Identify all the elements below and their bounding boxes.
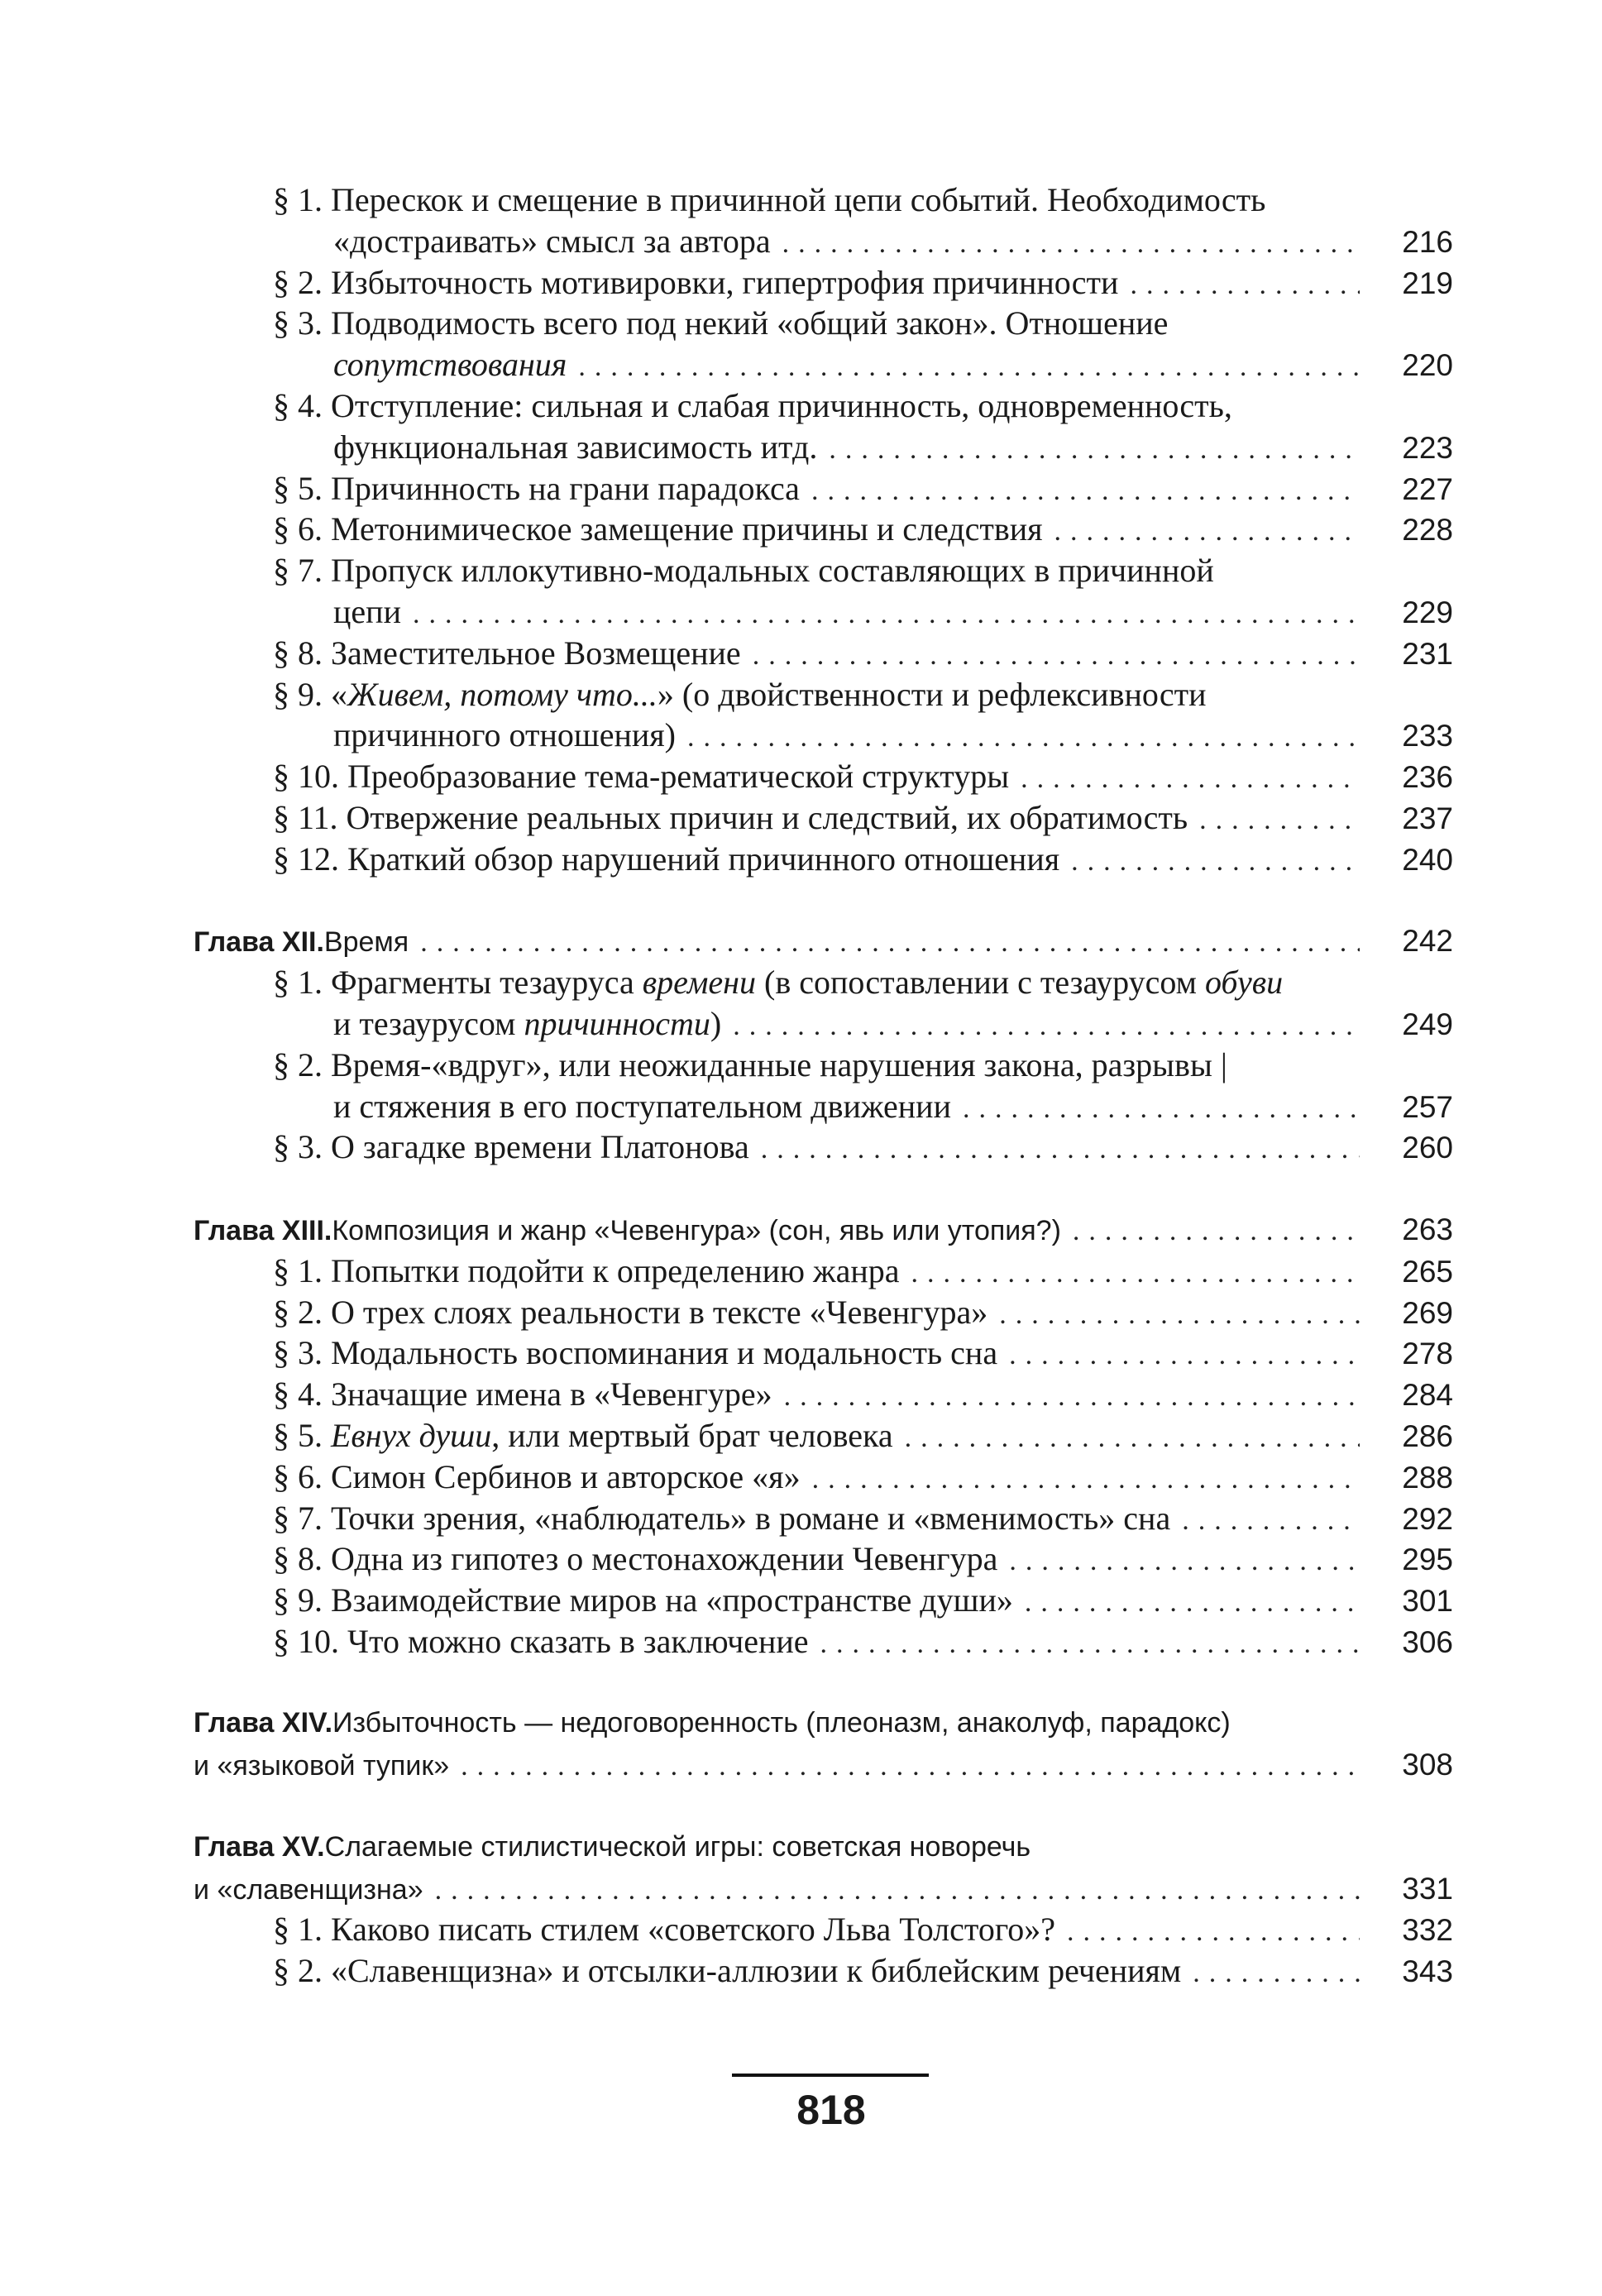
section-number: § 4. xyxy=(273,386,323,424)
section-number: § 9. xyxy=(273,675,323,713)
section-title xyxy=(333,344,567,385)
leader-dots xyxy=(1054,511,1360,552)
leader-dots xyxy=(1067,1911,1360,1953)
section-entry-line[interactable] xyxy=(194,1457,1453,1498)
section-title xyxy=(273,1374,772,1415)
page-ref[interactable]: 332 xyxy=(1402,1913,1453,1948)
section-number: § 11. xyxy=(273,798,338,836)
section-title xyxy=(273,1498,1170,1539)
section-number: § 8. xyxy=(273,1540,323,1578)
text-segment: цепи xyxy=(333,592,401,630)
section-title xyxy=(333,1086,951,1127)
italic-text: Евнух души xyxy=(331,1416,492,1454)
section-number: § 10. xyxy=(273,1622,339,1660)
page-ref[interactable]: 265 xyxy=(1402,1254,1453,1289)
section-entry-line[interactable] xyxy=(194,1374,1453,1415)
text-segment: Отвержение реальных причин и следствий, их обратимость xyxy=(346,798,1188,836)
section-entry-line[interactable] xyxy=(194,550,1453,591)
section-entry-line[interactable] xyxy=(194,1251,1453,1292)
chapter-label: Глава XIII. xyxy=(194,1214,332,1246)
section-title xyxy=(273,1538,997,1580)
section-title xyxy=(333,427,817,468)
page-ref[interactable]: 233 xyxy=(1402,719,1453,753)
page-number: 818 xyxy=(796,2087,866,2133)
section-number: § 12. xyxy=(273,839,339,878)
leader-dots xyxy=(1071,841,1360,883)
page-ref[interactable]: 278 xyxy=(1402,1337,1453,1371)
text-segment: и тезаурусом xyxy=(333,1004,524,1042)
section-number: § 5. xyxy=(273,1416,323,1454)
chapter-entry-line[interactable] xyxy=(194,921,1453,962)
toc-group xyxy=(194,921,1453,1168)
section-number: § 6. xyxy=(273,510,323,548)
section-entry-line[interactable] xyxy=(194,633,1453,674)
page-ref[interactable]: 292 xyxy=(1402,1501,1453,1536)
text-segment: Преобразование тема-рематической структуры xyxy=(347,758,1010,796)
page-ref[interactable]: 306 xyxy=(1402,1624,1453,1659)
toc-group xyxy=(194,1209,1453,1662)
chapter-title: Слагаемые стилистической игры: советская новоречь xyxy=(324,1830,1031,1863)
section-gap xyxy=(194,880,1453,921)
page-ref[interactable]: 331 xyxy=(1402,1871,1453,1906)
section-entry-line[interactable] xyxy=(194,221,1453,262)
section-title xyxy=(333,715,676,756)
italic-text: времени xyxy=(642,964,757,1002)
leader-dots xyxy=(420,922,1360,964)
section-entry-line[interactable] xyxy=(194,1538,1453,1580)
section-number: § 1. xyxy=(273,964,323,1002)
leader-dots xyxy=(820,1624,1360,1665)
text-segment: Значащие имена в «Чевенгуре» xyxy=(331,1375,772,1413)
text-segment: Заместительное Возмещение xyxy=(331,634,741,672)
section-number: § 7. xyxy=(273,552,323,590)
page-ref[interactable]: 249 xyxy=(1402,1007,1453,1041)
text-segment: причинного отношения) xyxy=(333,716,677,754)
section-gap xyxy=(194,1168,1453,1209)
text-segment: (в сопоставлении с тезаурусом xyxy=(756,964,1205,1002)
section-number: § 4. xyxy=(273,1375,323,1413)
section-entry-line[interactable] xyxy=(194,756,1453,797)
leader-dots xyxy=(733,1006,1360,1047)
section-number: § 1. xyxy=(273,181,323,218)
section-title xyxy=(273,1621,809,1662)
text-segment: О трех слоях реальности в тексте «Чевенгура» xyxy=(331,1293,988,1331)
chapter-entry-line[interactable] xyxy=(194,1827,1453,1868)
leader-dots xyxy=(963,1088,1360,1130)
chapter-title: и «славенщизна» xyxy=(194,1873,423,1906)
text-segment: Метонимическое замещение причины и следствия xyxy=(331,510,1043,548)
section-number: § 1. xyxy=(273,1911,323,1949)
text-segment: и стяжения в его поступательном движении xyxy=(333,1087,951,1125)
section-title xyxy=(333,1003,721,1045)
section-title xyxy=(273,756,1009,797)
toc-group xyxy=(194,1703,1453,1786)
text-segment: Краткий обзор нарушений причинного отношения xyxy=(347,839,1060,878)
section-title xyxy=(273,1457,801,1498)
text-segment: Фрагменты тезауруса xyxy=(331,964,643,1002)
page-ref[interactable]: 237 xyxy=(1402,801,1453,835)
text-segment: Избыточность мотивировки, гипертрофия причинности xyxy=(331,263,1119,301)
section-entry-line[interactable] xyxy=(194,1415,1453,1457)
section-title xyxy=(273,509,1043,550)
section-title xyxy=(273,1580,1013,1621)
section-title xyxy=(273,550,1214,591)
section-title xyxy=(273,962,1283,1003)
leader-dots xyxy=(812,1459,1360,1500)
section-entry-line[interactable] xyxy=(194,962,1453,1003)
leader-dots xyxy=(1009,1541,1360,1582)
leader-dots xyxy=(1130,265,1360,306)
section-title xyxy=(273,468,800,509)
section-entry-line[interactable] xyxy=(194,1332,1453,1374)
section-title xyxy=(273,839,1059,880)
section-number: § 10. xyxy=(273,758,339,796)
section-entry-line[interactable] xyxy=(194,797,1453,839)
section-entry-line[interactable] xyxy=(194,1909,1453,1950)
leader-dots xyxy=(435,1870,1360,1911)
text-segment: Причинность на грани парадокса xyxy=(331,469,800,507)
section-title xyxy=(273,1909,1055,1950)
text-segment: Что можно сказать в заключение xyxy=(347,1622,809,1660)
chapter-entry-line[interactable] xyxy=(194,1703,1453,1744)
section-entry-line[interactable] xyxy=(194,1003,1453,1045)
leader-dots xyxy=(999,1294,1360,1336)
chapter-label: Глава XII. xyxy=(194,926,324,959)
section-number: § 6. xyxy=(273,1457,323,1495)
leader-dots xyxy=(829,429,1360,471)
section-title xyxy=(273,1292,988,1333)
section-entry-line[interactable] xyxy=(194,1292,1453,1333)
leader-dots xyxy=(1193,1953,1360,1994)
text-segment: «достраивать» смысл за автора xyxy=(333,222,771,260)
section-title xyxy=(273,797,1188,839)
chapter-label: Глава XV. xyxy=(194,1830,325,1863)
leader-dots xyxy=(413,594,1360,635)
section-title xyxy=(273,1045,1227,1086)
section-title xyxy=(333,221,771,262)
text-segment: ) xyxy=(710,1004,722,1042)
chapter-entry-line[interactable] xyxy=(194,1868,1453,1910)
leader-dots xyxy=(578,347,1360,388)
section-title xyxy=(273,674,1207,715)
section-entry-line[interactable] xyxy=(194,262,1453,304)
section-entry-line[interactable] xyxy=(194,344,1453,385)
section-entry-line[interactable] xyxy=(194,1580,1453,1621)
chapter-label: Глава XIV. xyxy=(194,1707,333,1739)
leader-dots xyxy=(1025,1582,1360,1624)
chapter-title: Избыточность — недоговоренность (плеоназм, анаколуф, парадокс) xyxy=(332,1707,1231,1739)
leader-dots xyxy=(905,1418,1360,1459)
page-ref[interactable]: 236 xyxy=(1402,760,1453,795)
leader-dots xyxy=(1009,1335,1360,1376)
text-segment: , или мертвый брат человека xyxy=(491,1416,893,1454)
page-ref[interactable]: 284 xyxy=(1402,1378,1453,1413)
section-number: § 2. xyxy=(273,1293,323,1331)
italic-text: причинности xyxy=(524,1004,710,1042)
toc-group xyxy=(194,1827,1453,1992)
page-ref[interactable]: 260 xyxy=(1402,1131,1453,1165)
section-entry-line[interactable] xyxy=(194,1498,1453,1539)
section-gap xyxy=(194,1662,1453,1704)
section-title xyxy=(273,1332,997,1374)
text-segment: Каково писать стилем «советского Льва Толстого»? xyxy=(331,1911,1055,1949)
page-ref[interactable]: 231 xyxy=(1402,636,1453,671)
page-ref[interactable]: 240 xyxy=(1402,842,1453,877)
section-number: § 3. xyxy=(273,304,323,342)
section-number: § 9. xyxy=(273,1581,323,1619)
section-entry-line[interactable] xyxy=(194,1086,1453,1127)
leader-dots xyxy=(1073,1211,1360,1252)
section-number: § 8. xyxy=(273,634,323,672)
section-number: § 7. xyxy=(273,1499,323,1537)
text-segment: О загадке времени Платонова xyxy=(331,1128,749,1166)
text-segment: Модальность воспоминания и модальность сна xyxy=(331,1334,998,1372)
page-ref[interactable]: 220 xyxy=(1402,348,1453,383)
page-ref[interactable]: 269 xyxy=(1402,1295,1453,1330)
section-entry-line[interactable] xyxy=(194,303,1453,344)
section-title xyxy=(333,591,401,633)
page-ref[interactable]: 301 xyxy=(1402,1584,1453,1619)
page-ref[interactable]: 286 xyxy=(1402,1418,1453,1453)
page-ref[interactable]: 227 xyxy=(1402,471,1453,506)
section-number: § 3. xyxy=(273,1334,323,1372)
section-gap xyxy=(194,1786,1453,1827)
page-ref[interactable]: 229 xyxy=(1402,595,1453,629)
section-entry-line[interactable] xyxy=(194,427,1453,468)
italic-text: сопутствования xyxy=(333,346,567,384)
leader-dots xyxy=(1182,1500,1360,1542)
text-segment: « xyxy=(331,675,347,713)
chapter-entry-line[interactable] xyxy=(194,1744,1453,1786)
italic-text: обуви xyxy=(1204,964,1284,1002)
section-entry-line[interactable] xyxy=(194,591,1453,633)
leader-dots xyxy=(461,1746,1360,1787)
section-number: § 5. xyxy=(273,469,323,507)
section-entry-line[interactable] xyxy=(194,1045,1453,1086)
section-entry-line[interactable] xyxy=(194,1950,1453,1992)
section-title xyxy=(273,179,1265,221)
text-segment: «Славенщизна» и отсылки-аллюзии к библейским речениям xyxy=(331,1952,1182,1990)
toc-group xyxy=(194,179,1453,880)
section-number: § 2. xyxy=(273,263,323,301)
italic-text: Живем, потому что... xyxy=(347,675,658,713)
text-segment: Попытки подойти к определению жанра xyxy=(331,1251,900,1289)
page-ref[interactable]: 343 xyxy=(1402,1954,1453,1989)
section-entry-line[interactable] xyxy=(194,715,1453,756)
text-segment: Время-«вдруг», или неожиданные нарушения закона, разрывы | xyxy=(331,1045,1227,1083)
text-segment: Подводимость всего под некий «общий закон». Отношение xyxy=(331,304,1169,342)
chapter-title: Время xyxy=(323,926,409,959)
text-segment: Взаимодействие миров на «пространстве души» xyxy=(331,1581,1013,1619)
section-number: § 2. xyxy=(273,1045,323,1083)
text-segment: Отступление: сильная и слабая причинность, одновременность, xyxy=(331,386,1232,424)
section-title xyxy=(273,1251,900,1292)
section-title xyxy=(273,262,1118,304)
section-title xyxy=(273,1126,749,1168)
leader-dots xyxy=(784,1376,1360,1418)
page-ref[interactable]: 288 xyxy=(1402,1460,1453,1495)
page-ref[interactable]: 308 xyxy=(1402,1748,1453,1782)
leader-dots xyxy=(761,1129,1360,1170)
leader-dots xyxy=(687,717,1360,758)
section-number: § 3. xyxy=(273,1128,323,1166)
page-ref[interactable]: 257 xyxy=(1402,1089,1453,1124)
section-entry-line[interactable] xyxy=(194,468,1453,509)
text-segment: » (о двойственности и рефлексивности xyxy=(657,675,1207,713)
leader-dots xyxy=(811,471,1360,512)
text-segment: Перескок и смещение в причинной цепи событий. Необходимость xyxy=(331,181,1266,218)
chapter-title: Композиция и жанр «Чевенгура» (сон, явь или утопия?) xyxy=(332,1214,1061,1246)
section-title xyxy=(273,1415,893,1457)
page-ref[interactable]: 219 xyxy=(1402,265,1453,300)
text-segment: Пропуск иллокутивно-модальных составляющих в причинной xyxy=(331,552,1214,590)
section-entry-line[interactable] xyxy=(194,179,1453,221)
section-entry-line[interactable] xyxy=(194,509,1453,550)
leader-dots xyxy=(911,1253,1360,1294)
text-segment: Точки зрения, «наблюдатель» в романе и «вменимость» сна xyxy=(331,1499,1171,1537)
footer-rule xyxy=(732,2074,929,2077)
section-title xyxy=(273,1950,1181,1992)
leader-dots xyxy=(782,223,1360,265)
section-entry-line[interactable] xyxy=(194,1621,1453,1662)
table-of-contents xyxy=(194,179,1453,1992)
page-ref[interactable]: 223 xyxy=(1402,430,1453,465)
section-number: § 2. xyxy=(273,1952,323,1990)
text-segment: Одна из гипотез о местонахождении Чевенгура xyxy=(331,1540,998,1578)
leader-dots xyxy=(753,635,1360,677)
page-ref[interactable]: 295 xyxy=(1402,1543,1453,1577)
section-title xyxy=(273,303,1168,344)
page-ref[interactable]: 216 xyxy=(1402,224,1453,259)
section-entry-line[interactable] xyxy=(194,385,1453,427)
text-segment: Симон Сербинов и авторское «я» xyxy=(331,1457,801,1495)
section-entry-line[interactable] xyxy=(194,1126,1453,1168)
section-entry-line[interactable] xyxy=(194,839,1453,880)
text-segment: функциональная зависимость итд. xyxy=(333,428,818,466)
page-ref[interactable]: 228 xyxy=(1402,513,1453,548)
section-title xyxy=(273,385,1232,427)
section-entry-line[interactable] xyxy=(194,674,1453,715)
page-ref[interactable]: 242 xyxy=(1402,924,1453,959)
leader-dots xyxy=(1021,758,1360,800)
leader-dots xyxy=(1199,800,1360,841)
chapter-entry-line[interactable] xyxy=(194,1209,1453,1251)
section-number: § 1. xyxy=(273,1251,323,1289)
section-title xyxy=(273,633,741,674)
chapter-title: и «языковой тупик» xyxy=(194,1750,450,1782)
page-ref[interactable]: 263 xyxy=(1402,1212,1453,1246)
